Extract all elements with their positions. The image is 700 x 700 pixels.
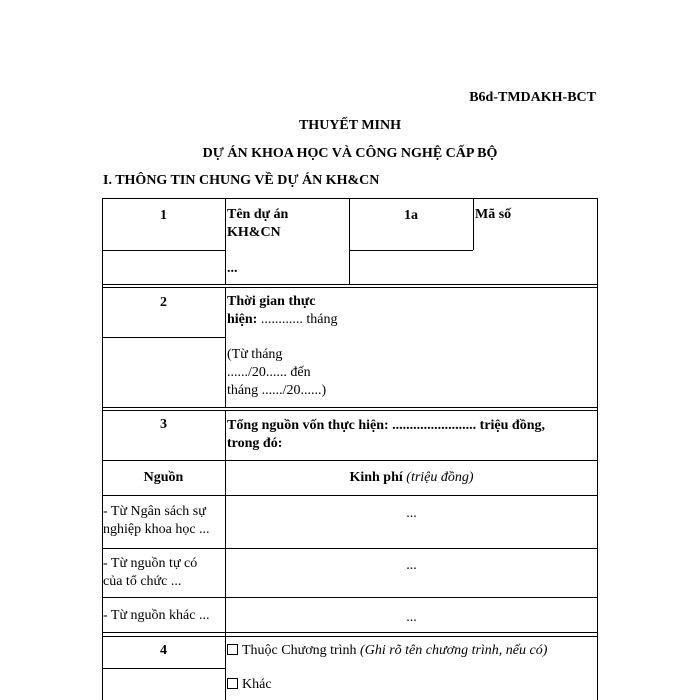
- row1-number: 1: [160, 208, 167, 223]
- option-other[interactable]: Khác: [227, 676, 272, 694]
- doc-subtitle: DỰ ÁN KHOA HỌC VÀ CÔNG NGHỆ CẤP BỘ: [202, 146, 498, 161]
- funding-amount-3[interactable]: ...: [406, 610, 417, 625]
- funding-amount-1[interactable]: ...: [406, 506, 417, 521]
- checkbox-icon[interactable]: [227, 678, 238, 689]
- row3-number: 3: [160, 417, 167, 432]
- funding-source-3: - Từ nguồn khác ...: [103, 608, 210, 623]
- row4-number: 4: [160, 643, 167, 658]
- section-heading: I. THÔNG TIN CHUNG VỀ DỰ ÁN KH&CN: [103, 173, 380, 188]
- funding-source-2: - Từ nguồn tự có của tổ chức ...: [103, 556, 198, 589]
- col-source-header: Nguồn: [143, 470, 184, 485]
- form-code: B6d-TMDAKH-BCT: [469, 90, 596, 105]
- project-code-label: Mã số: [475, 207, 512, 222]
- project-name-value[interactable]: ...: [227, 261, 238, 276]
- col-amount-header: Kinh phí (triệu đồng): [349, 470, 474, 485]
- checkbox-icon[interactable]: [227, 644, 238, 655]
- duration-value[interactable]: ............ tháng: [257, 312, 338, 327]
- total-funding-label: Tổng nguồn vốn thực hiện: ........................ triệu đồng, trong đó:: [227, 418, 546, 451]
- row1a-number: 1a: [404, 208, 418, 223]
- doc-title: THUYẾT MINH: [298, 118, 402, 133]
- option-program[interactable]: Thuộc Chương trình (Ghi rõ tên chương trình, nếu có): [227, 642, 547, 660]
- funding-source-1: - Từ Ngân sách sự nghiệp khoa học ...: [103, 504, 210, 537]
- duration-label: Thời gian thực hiện: ............ tháng: [227, 294, 338, 327]
- duration-range[interactable]: (Từ tháng ....../20...... đến tháng ....../20......): [227, 347, 327, 398]
- row2-number: 2: [160, 295, 167, 310]
- project-name-label: Tên dự án KH&CN: [227, 207, 289, 240]
- funding-amount-2[interactable]: ...: [406, 558, 417, 573]
